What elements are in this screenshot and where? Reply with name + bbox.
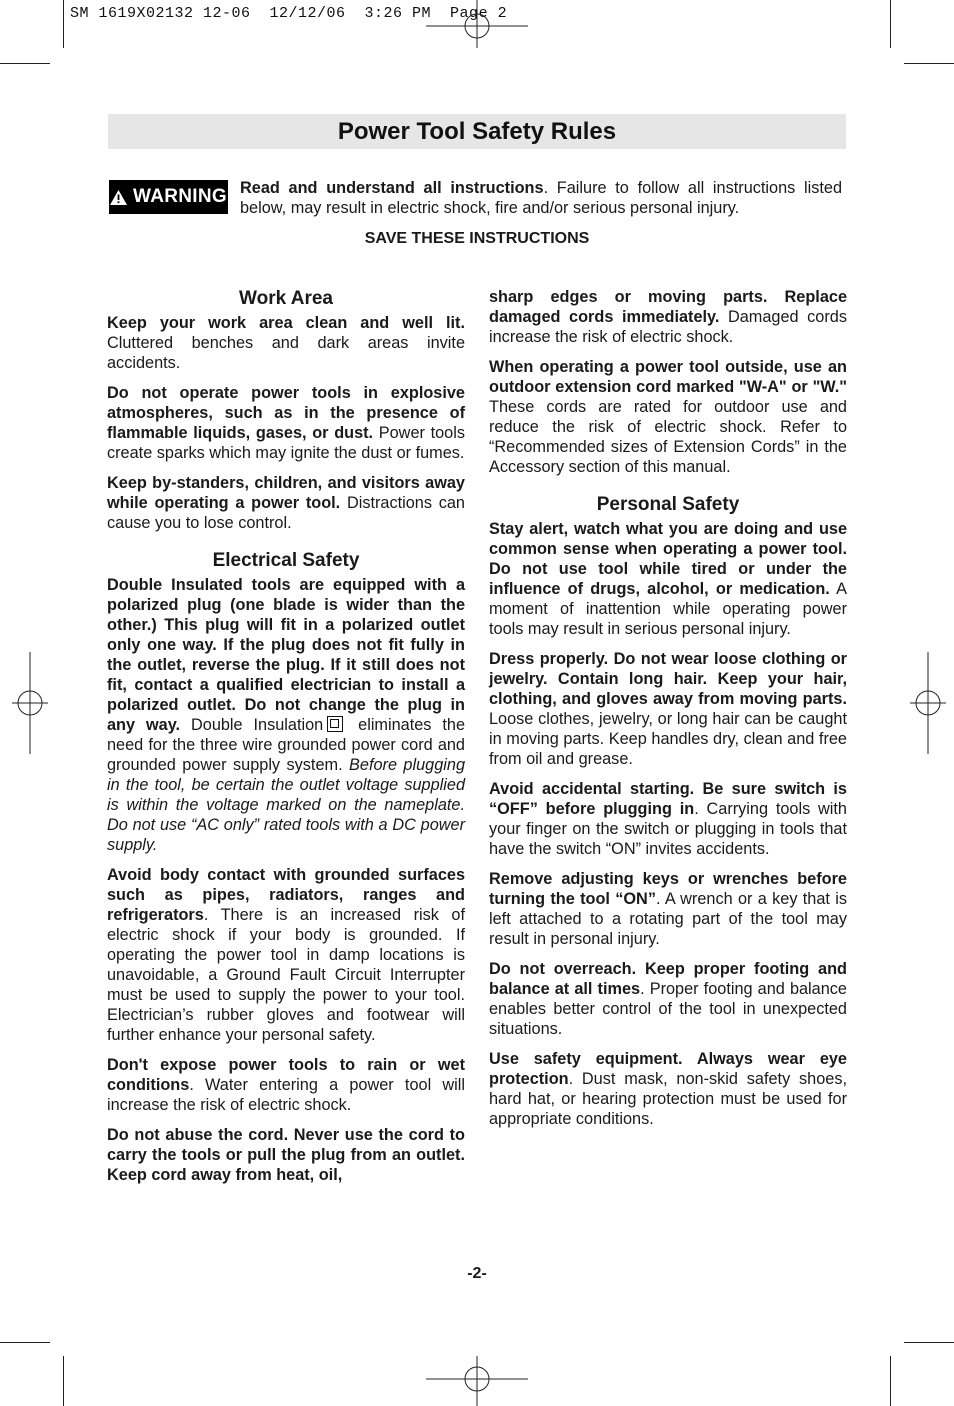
- warning-label: WARNING: [133, 186, 227, 207]
- personal-paragraph: [489, 649, 847, 769]
- rule-body: . Dust mask, non-skid safety shoes, hard hat, or hearing protection must be used for appropriate conditions.: [489, 1070, 847, 1128]
- rule-body: . Proper footing and balance enables better control of the tool in unexpected situations.: [489, 980, 847, 1038]
- warning-text: [240, 178, 842, 218]
- rule-lead: sharp edges or moving parts. Replace damaged cords immediately.: [489, 288, 847, 326]
- rule-body: Power tools create sparks which may ignite the dust or fumes.: [107, 424, 465, 462]
- page-title: Power Tool Safety Rules: [337, 117, 617, 145]
- rule-body: . Water entering a power tool will increase the risk of electric shock.: [107, 1076, 465, 1114]
- rule-body: Loose clothes, jewelry, or long hair can be caught in moving parts. Keep handles dry, clean and free from oil and grease.: [489, 710, 847, 768]
- rule-body: . There is an increased risk of electric shock if your body is grounded. If operating the power tool in damp locations is unavoidable, a Ground Fault Circuit Interrupter must be used to supply the power to your tool. Electrician’s rubber gloves and footwear will further enhance your personal safety.: [107, 906, 465, 1044]
- rule-lead: Avoid accidental starting. Be sure switch is “OFF” before plugging in: [489, 780, 847, 818]
- page-number: -2-: [467, 1265, 487, 1282]
- crop-mark: [0, 63, 50, 64]
- rule-lead: Keep your work area clean and well lit.: [107, 314, 465, 332]
- rule-lead: When operating a power tool outside, use an outdoor extension cord marked "W-A" or "W.": [489, 358, 847, 396]
- registration-mark-icon: [426, 1356, 528, 1406]
- work-area-heading: Work Area: [239, 288, 333, 309]
- rule-lead: Double Insulated tools are equipped with a polarized plug (one blade is wider than the other.) This plug will fit in a polarized outlet only one way. If the plug does not fit fully in the outlet, reverse the plug. If it still does not fit, contact a qualified electrician to install a polarized outlet. Do not change the plug in any way.: [107, 576, 465, 734]
- electrical-paragraph: [107, 1125, 465, 1185]
- rule-italic: Before plugging in the tool, be certain the outlet voltage supplied is within the voltage marked on the nameplate. Do not use “AC only” rated tools with a DC power supply.: [107, 756, 465, 854]
- electrical-paragraph: [107, 1055, 465, 1115]
- work-area-paragraph: [107, 383, 465, 463]
- crop-mark: [63, 0, 64, 48]
- electrical-paragraph: [107, 865, 465, 1045]
- crop-mark: [63, 1356, 64, 1406]
- registration-mark-icon: [426, 0, 528, 48]
- rule-lead: Do not overreach. Keep proper footing and balance at all times: [489, 960, 847, 998]
- right-column: [489, 287, 847, 1139]
- rule-lead: Do not operate power tools in explosive atmospheres, such as in the presence of flammable liquids, gases, or dust.: [107, 384, 465, 442]
- rule-lead: Keep by-standers, children, and visitors away while operating a power tool.: [107, 474, 465, 512]
- rule-body: Double Insulation: [180, 716, 324, 734]
- crop-mark: [904, 63, 954, 64]
- warning-body: . Failure to follow all instructions listed below, may result in electric shock, fire and/or serious personal injury.: [240, 179, 843, 217]
- personal-paragraph: [489, 959, 847, 1039]
- rule-body: Distractions can cause you to lose control.: [107, 494, 465, 532]
- crop-mark: [890, 1356, 891, 1406]
- work-area-paragraph: [107, 313, 465, 373]
- personal-paragraph: [489, 1049, 847, 1129]
- registration-mark-icon: [910, 652, 946, 754]
- rule-body: . Carrying tools with your finger on the switch or plugging in tools that have the switch “ON” invites accidents.: [489, 800, 847, 858]
- rule-lead: Do not abuse the cord. Never use the cord to carry the tools or pull the plug from an outlet. Keep cord away from heat, oil,: [107, 1126, 465, 1184]
- rule-body: eliminates the need for the three wire grounded power cord and grounded power supply system.: [107, 716, 465, 774]
- warning-lead: Read and understand all instructions: [240, 179, 544, 197]
- personal-paragraph: [489, 869, 847, 949]
- save-instructions: SAVE THESE INSTRUCTIONS: [364, 230, 590, 247]
- personal-paragraph: [489, 779, 847, 859]
- crop-mark: [0, 1342, 50, 1343]
- electrical-paragraph: [489, 287, 847, 347]
- rule-lead: Don't expose power tools to rain or wet conditions: [107, 1056, 465, 1094]
- title-bar: [108, 114, 846, 149]
- crop-mark: [890, 0, 891, 48]
- personal-safety-heading: Personal Safety: [596, 494, 740, 515]
- rule-body: Cluttered benches and dark areas invite accidents.: [107, 334, 465, 372]
- double-insulation-icon: [327, 716, 343, 732]
- personal-paragraph: [489, 519, 847, 639]
- work-area-paragraph: [107, 473, 465, 533]
- rule-lead: Dress properly. Do not wear loose clothing or jewelry. Contain long hair. Keep your hair, clothing, and gloves away from moving parts.: [489, 650, 847, 708]
- rule-lead: Stay alert, watch what you are doing and use common sense when operating a power tool. Do not use tool while tired or under the influence of drugs, alcohol, or medication.: [489, 520, 847, 598]
- rule-body: . A wrench or a key that is left attached to a rotating part of the tool may result in personal injury.: [489, 890, 847, 948]
- warning-badge: [109, 180, 228, 214]
- rule-lead: Avoid body contact with grounded surfaces such as pipes, radiators, ranges and refrigerators: [107, 866, 465, 924]
- rule-body: A moment of inattention while operating power tools may result in serious personal injury.: [489, 580, 847, 638]
- rule-body: These cords are rated for outdoor use and reduce the risk of electric shock. Refer to “Recommended sizes of Extension Cords” in the Accessory section of this manual.: [489, 398, 847, 476]
- warning-triangle-icon: [110, 190, 127, 205]
- print-slug: SM 1619X02132 12-06 12/12/06 3:26 PM Page 2: [70, 5, 508, 22]
- rule-lead: Remove adjusting keys or wrenches before turning the tool “ON”: [489, 870, 847, 908]
- electrical-paragraph: [107, 575, 465, 855]
- registration-mark-icon: [12, 652, 48, 754]
- rule-lead: Use safety equipment. Always wear eye protection: [489, 1050, 847, 1088]
- crop-mark: [904, 1342, 954, 1343]
- electrical-paragraph: [489, 357, 847, 477]
- electrical-safety-heading: Electrical Safety: [212, 550, 360, 571]
- rule-body: Damaged cords increase the risk of electric shock.: [489, 308, 847, 346]
- left-column: [107, 287, 465, 1195]
